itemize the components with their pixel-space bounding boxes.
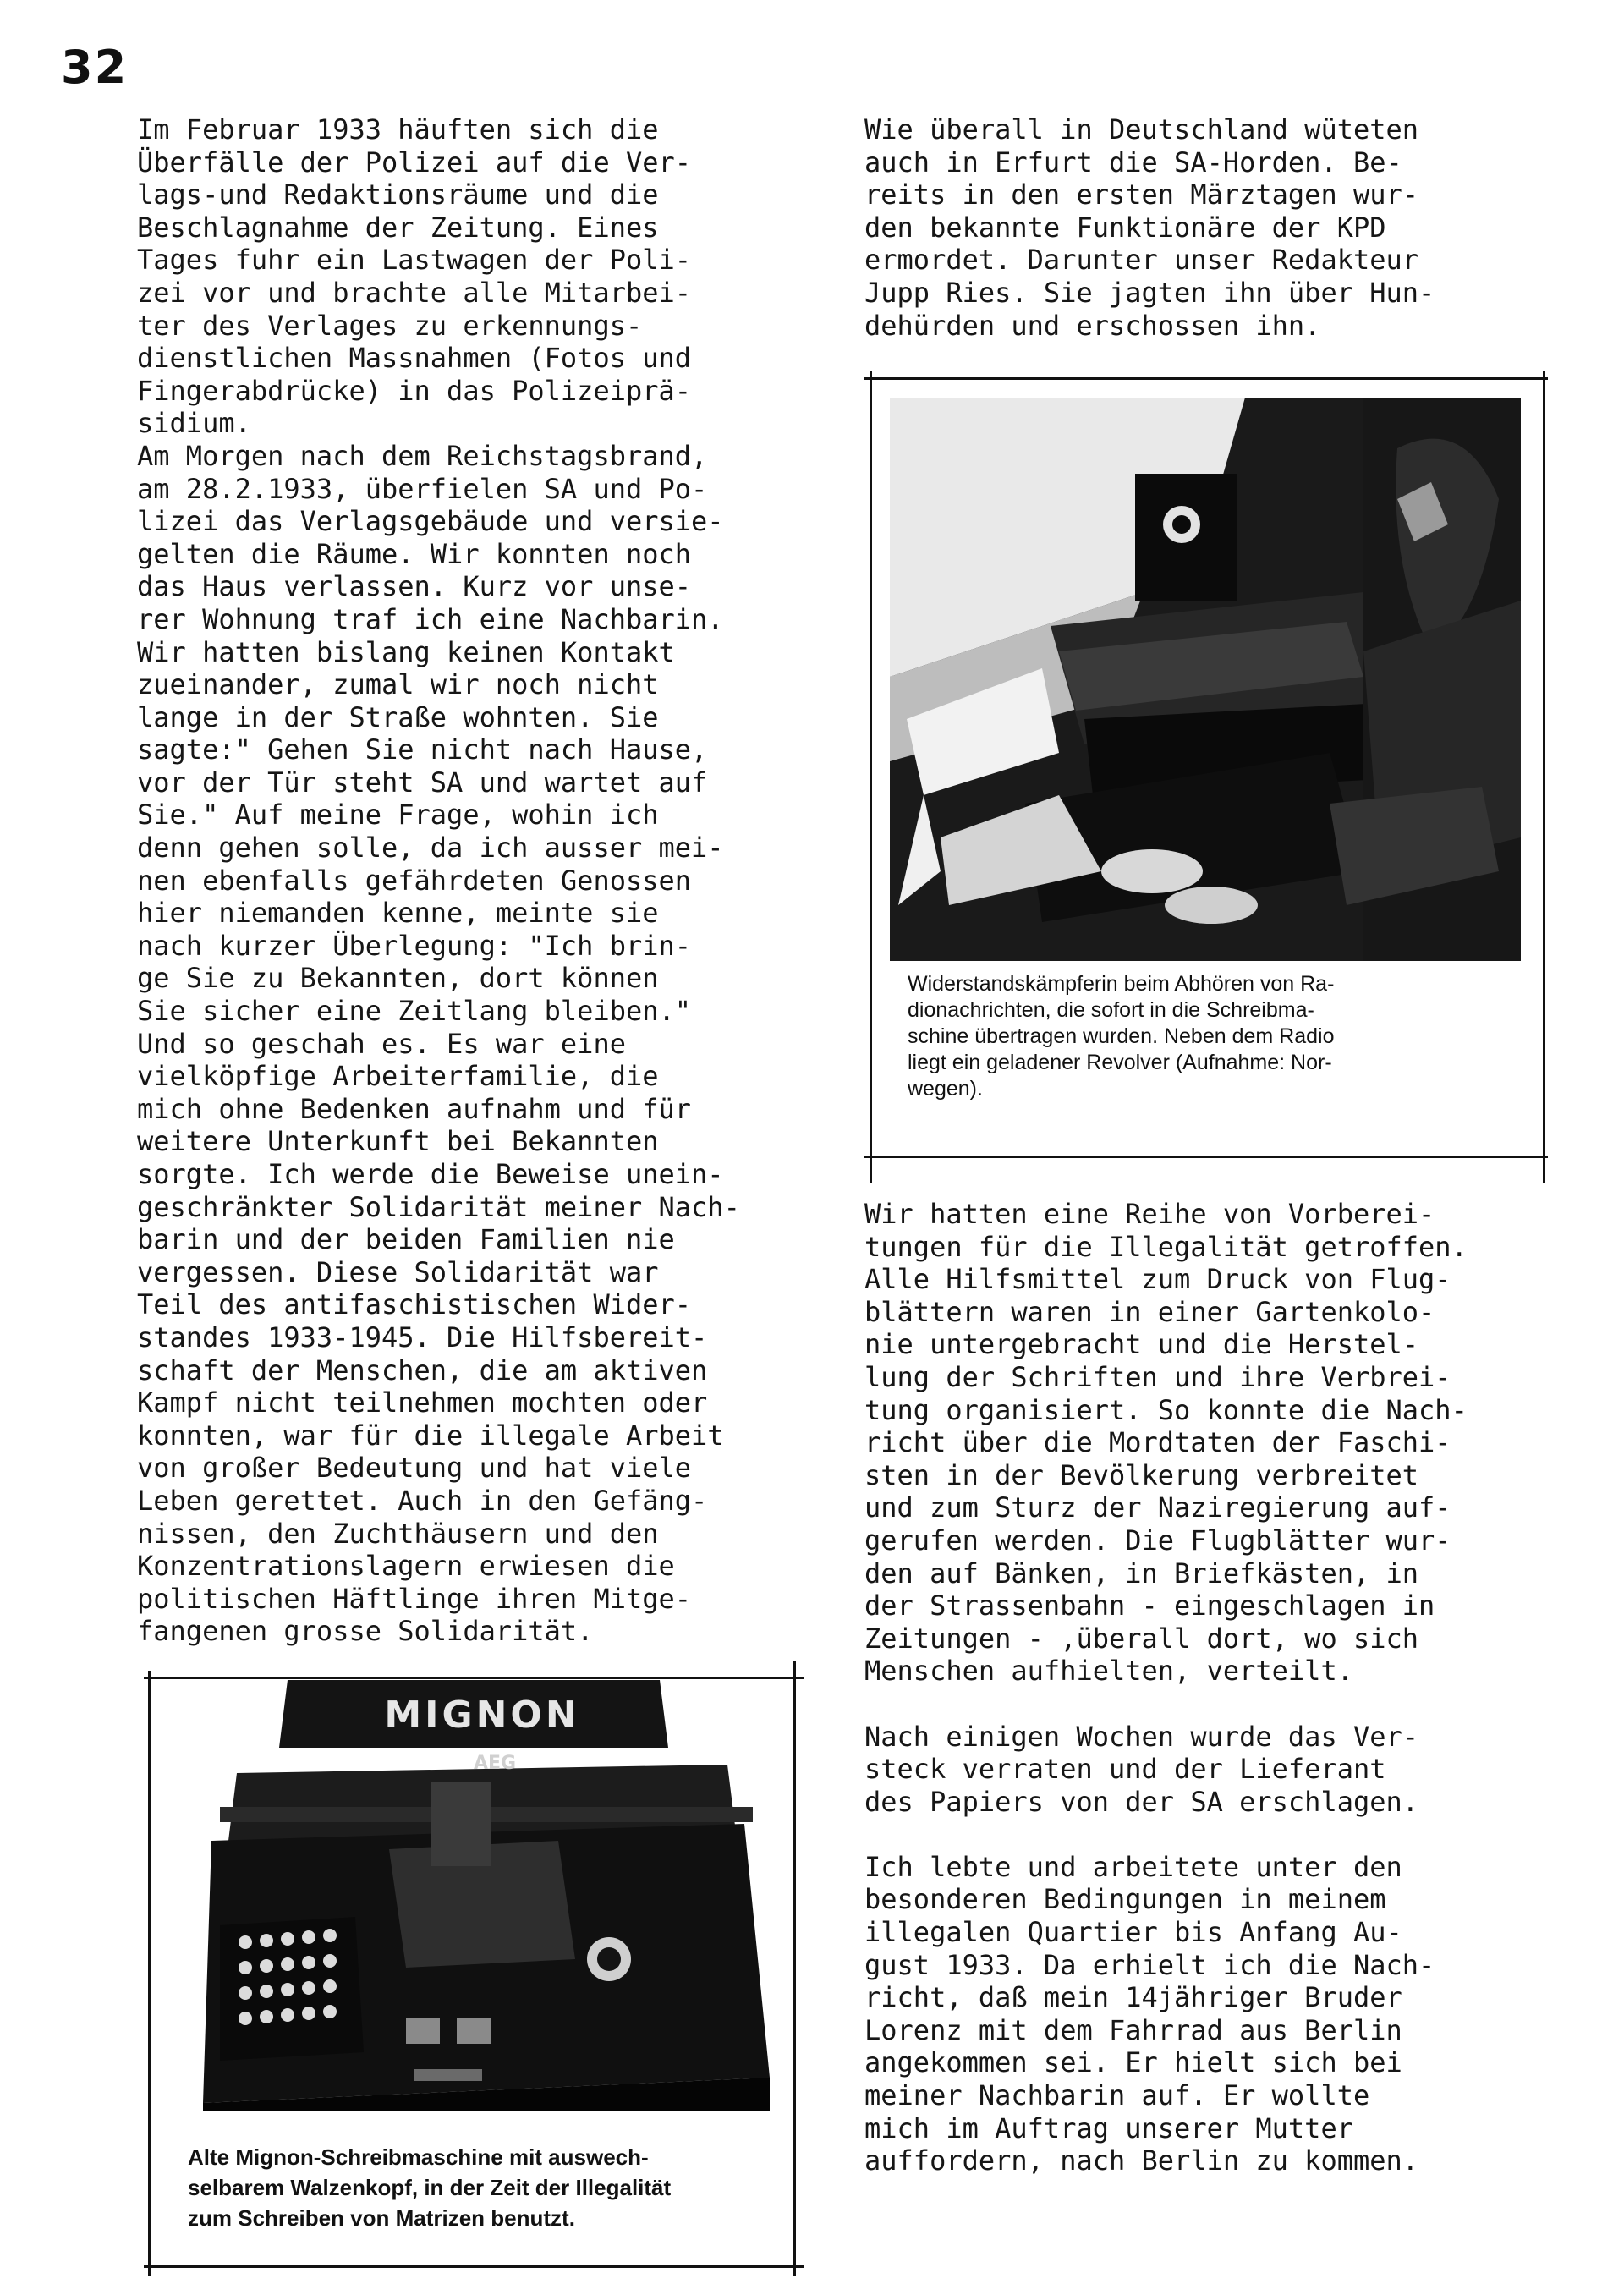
- text-line: konnten, war für die illegale Arbeit: [137, 1419, 724, 1452]
- text-line: dehürden und erschossen ihn.: [864, 309, 1321, 342]
- text-line: sidium.: [137, 407, 251, 440]
- text-line: Sie sicher eine Zeitlang bleiben.": [137, 995, 692, 1028]
- text-line: angekommen sei. Er hielt sich bei: [864, 2046, 1402, 2079]
- text-line: hier niemanden kenne, meinte sie: [137, 897, 659, 930]
- caption-line: zum Schreiben von Matrizen benutzt.: [188, 2205, 575, 2231]
- caption-line: Alte Mignon-Schreibmaschine mit auswech-: [188, 2144, 649, 2170]
- text-line: denn gehen solle, da ich ausser mei-: [137, 832, 724, 865]
- text-line: lags-und Redaktionsräume und die: [137, 178, 659, 211]
- caption-line: dionachrichten, die sofort in die Schreibma-: [908, 998, 1314, 1022]
- text-line: sagte:" Gehen Sie nicht nach Hause,: [137, 733, 708, 766]
- left-column-text: [137, 113, 740, 1648]
- text-line: weitere Unterkunft bei Bekannten: [137, 1125, 659, 1158]
- text-line: auffordern, nach Berlin zu kommen.: [864, 2144, 1419, 2177]
- text-line: Fingerabdrücke) in das Polizeiprä-: [137, 374, 692, 407]
- text-line: und zum Sturz der Naziregierung auf-: [864, 1491, 1451, 1524]
- text-line: nissen, den Zuchthäusern und den: [137, 1517, 659, 1550]
- text-line: gerufen werden. Die Flugblätter wur-: [864, 1524, 1451, 1557]
- text-line: steck verraten und der Lieferant: [864, 1753, 1386, 1786]
- typewriter-sub-label: AEG: [474, 1753, 517, 1774]
- text-line: lizei das Verlagsgebäude und versie-: [137, 505, 724, 538]
- text-line: Teil des antifaschistischen Wider-: [137, 1288, 692, 1321]
- text-line: zueinander, zumal wir noch nicht: [137, 668, 659, 701]
- right-column-top-text: [864, 113, 1435, 342]
- text-line: reits in den ersten Märztagen wur-: [864, 178, 1419, 211]
- text-line: Kampf nicht teilnehmen mochten oder: [137, 1386, 708, 1419]
- text-line: fangenen grosse Solidarität.: [137, 1615, 594, 1648]
- text-line: [864, 1688, 1468, 1721]
- text-line: Ich lebte und arbeitete unter den: [864, 1850, 1402, 1883]
- text-line: vor der Tür steht SA und wartet auf: [137, 766, 708, 799]
- photo-mignon-typewriter-icon: [186, 1680, 770, 2111]
- text-line: gust 1933. Da erhielt ich die Nach-: [864, 1948, 1435, 1981]
- text-line: ermordet. Darunter unser Redakteur: [864, 244, 1419, 277]
- text-line: den bekannte Funktionäre der KPD: [864, 211, 1386, 244]
- text-line: Menschen aufhielten, verteilt.: [864, 1655, 1353, 1688]
- text-line: vielköpfige Arbeiterfamilie, die: [137, 1060, 659, 1093]
- text-line: barin und der beiden Familien nie: [137, 1223, 675, 1256]
- text-line: Konzentrationslagern erwiesen die: [137, 1550, 675, 1583]
- typewriter-brand-label: MIGNON: [384, 1694, 580, 1737]
- text-line: das Haus verlassen. Kurz vor unse-: [137, 570, 692, 603]
- text-line: nen ebenfalls gefährdeten Genossen: [137, 864, 692, 897]
- text-line: Alle Hilfsmittel zum Druck von Flug-: [864, 1263, 1451, 1296]
- text-line: Wie überall in Deutschland wüteten: [864, 113, 1419, 145]
- caption-line: schine übertragen wurden. Neben dem Radio: [908, 1024, 1335, 1048]
- text-line: Sie." Auf meine Frage, wohin ich: [137, 799, 659, 832]
- text-line: meiner Nachbarin auf. Er wollte: [864, 2079, 1370, 2112]
- text-line: sorgte. Ich werde die Beweise unein-: [137, 1158, 724, 1190]
- text-line: Am Morgen nach dem Reichstagsbrand,: [137, 439, 708, 472]
- text-line: Wir hatten eine Reihe von Vorberei-: [864, 1198, 1435, 1230]
- text-line: von großer Bedeutung und hat viele: [137, 1452, 692, 1485]
- text-line: am 28.2.1933, überfielen SA und Po-: [137, 472, 708, 505]
- text-line: nach kurzer Überlegung: "Ich brin-: [137, 929, 692, 962]
- text-line: auch in Erfurt die SA-Horden. Be-: [864, 145, 1402, 178]
- caption-line: Widerstandskämpferin beim Abhören von Ra-: [908, 972, 1335, 996]
- text-line: Wir hatten bislang keinen Kontakt: [137, 635, 675, 668]
- text-line: Jupp Ries. Sie jagten ihn über Hun-: [864, 276, 1435, 309]
- text-line: Nach einigen Wochen wurde das Ver-: [864, 1720, 1419, 1753]
- right-column-bottom-text: [864, 1198, 1468, 2177]
- caption-line: wegen).: [908, 1077, 983, 1101]
- page-number: 32: [61, 41, 129, 94]
- text-line: Leben gerettet. Auch in den Gefäng-: [137, 1484, 708, 1517]
- text-line: ge Sie zu Bekannten, dort können: [137, 962, 659, 995]
- text-line: mich im Auftrag unserer Mutter: [864, 2111, 1353, 2144]
- text-line: lange in der Straße wohnten. Sie: [137, 700, 659, 733]
- text-line: tungen für die Illegalität getroffen.: [864, 1230, 1468, 1263]
- text-line: sten in der Bevölkerung verbreitet: [864, 1458, 1419, 1491]
- text-line: richt über die Mordtaten der Faschi-: [864, 1426, 1451, 1459]
- text-line: Zeitungen - ,überall dort, wo sich: [864, 1622, 1419, 1655]
- text-line: besonderen Bedingungen in meinem: [864, 1883, 1386, 1916]
- text-line: schaft der Menschen, die am aktiven: [137, 1353, 708, 1386]
- text-line: dienstlichen Massnahmen (Fotos und: [137, 342, 692, 375]
- text-line: Beschlagnahme der Zeitung. Eines: [137, 211, 659, 244]
- text-line: ter des Verlages zu erkennungs-: [137, 309, 643, 342]
- text-line: Überfälle der Polizei auf die Ver-: [137, 145, 692, 178]
- text-line: vergessen. Diese Solidarität war: [137, 1255, 659, 1288]
- text-line: tung organisiert. So konnte die Nach-: [864, 1393, 1468, 1426]
- text-line: Lorenz mit dem Fahrrad aus Berlin: [864, 2013, 1402, 2046]
- text-line: gelten die Räume. Wir konnten noch: [137, 537, 692, 570]
- text-line: mich ohne Bedenken aufnahm und für: [137, 1092, 692, 1125]
- text-line: Im Februar 1933 häuften sich die: [137, 113, 659, 145]
- text-line: lung der Schriften und ihre Verbrei-: [864, 1360, 1451, 1393]
- text-line: illegalen Quartier bis Anfang Au-: [864, 1916, 1402, 1949]
- text-line: zei vor und brachte alle Mitarbei-: [137, 276, 692, 309]
- text-line: des Papiers von der SA erschlagen.: [864, 1785, 1419, 1818]
- text-line: der Strassenbahn - eingeschlagen in: [864, 1589, 1435, 1622]
- text-line: den auf Bänken, in Briefkästen, in: [864, 1557, 1419, 1589]
- text-line: geschränkter Solidarität meiner Nach-: [137, 1190, 740, 1223]
- text-line: blättern waren in einer Gartenkolo-: [864, 1295, 1435, 1328]
- text-line: richt, daß mein 14jähriger Bruder: [864, 1981, 1402, 2014]
- text-line: standes 1933-1945. Die Hilfsbereit-: [137, 1320, 708, 1353]
- radio-figure-caption: [908, 971, 1533, 1102]
- typewriter-figure-caption: [188, 2142, 790, 2233]
- photo-radio-operator-icon: [890, 398, 1521, 961]
- caption-line: liegt ein geladener Revolver (Aufnahme: Nor-: [908, 1051, 1332, 1074]
- text-line: Tages fuhr ein Lastwagen der Poli-: [137, 244, 692, 277]
- text-line: rer Wohnung traf ich eine Nachbarin.: [137, 602, 724, 635]
- text-line: Und so geschah es. Es war eine: [137, 1027, 626, 1060]
- caption-line: selbarem Walzenkopf, in der Zeit der Illegalität: [188, 2175, 672, 2200]
- text-line: politischen Häftlinge ihren Mitge-: [137, 1582, 692, 1615]
- text-line: nie untergebracht und die Herstel-: [864, 1328, 1419, 1361]
- text-line: [864, 1818, 1468, 1851]
